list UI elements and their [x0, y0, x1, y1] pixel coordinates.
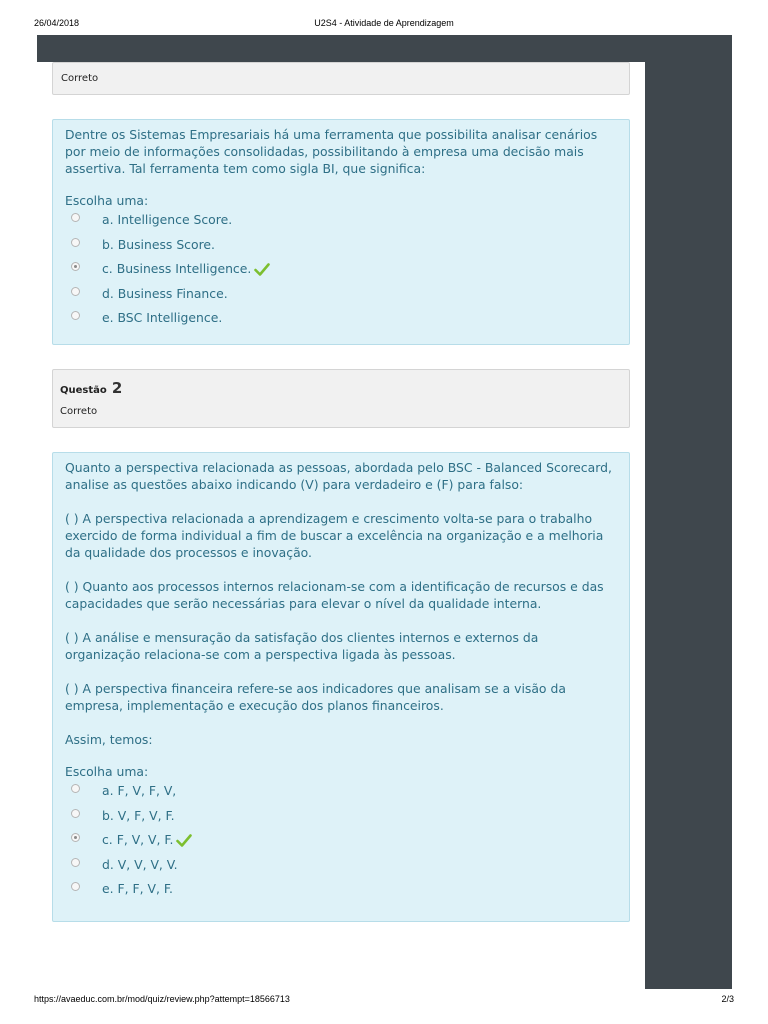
print-header [0, 18, 768, 30]
question1-paragraph: Dentre os Sistemas Empresariais há uma ferramenta que possibilita analisar cenários por meio de informações consolidadas, possibilitando à empresa uma decisão mais assertiva. Tal ferramenta tem como sigla BI, que significa: [65, 127, 598, 176]
radio-button[interactable] [71, 287, 80, 296]
question2-paragraph: Assim, temos: [65, 732, 153, 747]
print-url: https://avaeduc.com.br/mod/quiz/review.php?attempt=18566713 [34, 994, 290, 1004]
radio-button-checked[interactable] [71, 262, 80, 271]
question2-paragraph: ( ) A análise e mensuração da satisfação dos clientes internos e externos da organização relaciona-se com a perspectiva ligada às pessoas. [65, 630, 539, 662]
question2-heading [60, 378, 122, 397]
question1-option-b[interactable] [65, 236, 617, 261]
question2-content [52, 452, 630, 922]
question2-paragraph: ( ) Quanto aos processos internos relacionam-se com a identificação de recursos e das capacidades que serão necessárias para elevar o nível da qualidade interna. [65, 579, 604, 611]
question1-content [52, 119, 630, 345]
question1-option-e[interactable] [65, 309, 617, 334]
print-date: 26/04/2018 [34, 18, 80, 28]
radio-button-checked[interactable] [71, 833, 80, 842]
check-icon [254, 263, 270, 276]
question1-text [65, 126, 617, 177]
print-title: U2S4 - Atividade de Aprendizagem [314, 18, 454, 28]
question1-option-d[interactable] [65, 285, 617, 310]
question2-option-e[interactable] [65, 880, 617, 905]
check-icon [176, 834, 192, 847]
question1-info [52, 62, 630, 95]
option-label: a. Intelligence Score. [102, 212, 233, 227]
question1-choose-label: Escolha uma: [65, 193, 149, 208]
question2-text [65, 459, 617, 748]
print-footer [0, 994, 768, 1006]
option-label: e. BSC Intelligence. [102, 310, 223, 326]
question2-paragraph: Quanto a perspectiva relacionada as pessoas, abordada pelo BSC - Balanced Scorecard, analise as questões abaixo indicando (V) para verdadeiro e (F) para falso: [65, 460, 612, 492]
question2-option-b[interactable] [65, 807, 617, 832]
question-label: Questão [60, 385, 107, 396]
radio-button[interactable] [71, 809, 80, 818]
question2-status: Correto [60, 406, 98, 417]
top-navbar [37, 35, 732, 62]
question2-option-c[interactable] [65, 831, 617, 856]
question2-paragraph: ( ) A perspectiva financeira refere-se aos indicadores que analisam se a visão da empresa, implementação e execução dos planos financeiros. [65, 681, 566, 713]
option-label: d. V, V, V, V. [102, 856, 178, 872]
question1-status: Correto [61, 73, 99, 84]
question2-answer-list [65, 782, 617, 905]
option-label: b. V, F, V, F. [102, 807, 175, 823]
question-number: 2 [111, 379, 123, 397]
question2-option-a[interactable] [65, 782, 617, 807]
option-label: d. Business Finance. [102, 285, 228, 301]
radio-button[interactable] [71, 784, 80, 793]
question1-answer-list [65, 211, 617, 334]
option-label: c. Business Intelligence. [102, 261, 252, 277]
radio-button[interactable] [71, 238, 80, 247]
question1-option-a[interactable] [65, 211, 617, 236]
question2-choose-label: Escolha uma: [65, 764, 149, 779]
radio-button[interactable] [71, 882, 80, 891]
question1-option-c[interactable] [65, 260, 617, 285]
radio-button[interactable] [71, 311, 80, 320]
question2-info [52, 369, 630, 428]
option-label: e. F, F, V, F. [102, 881, 173, 897]
question2-paragraph: ( ) A perspectiva relacionada a aprendizagem e crescimento volta-se para o trabalho exercido de forma individual a fim de buscar a excelência na organização e a melhoria da qualidade dos processos e inovação. [65, 511, 604, 560]
print-page-number: 2/3 [721, 994, 734, 1004]
option-label: c. F, V, V, F. [102, 832, 174, 848]
right-sidebar [645, 62, 732, 989]
radio-button[interactable] [71, 858, 80, 867]
radio-button[interactable] [71, 213, 80, 222]
question2-option-d[interactable] [65, 856, 617, 881]
option-label: a. F, V, F, V, [102, 783, 177, 798]
option-label: b. Business Score. [102, 236, 215, 252]
